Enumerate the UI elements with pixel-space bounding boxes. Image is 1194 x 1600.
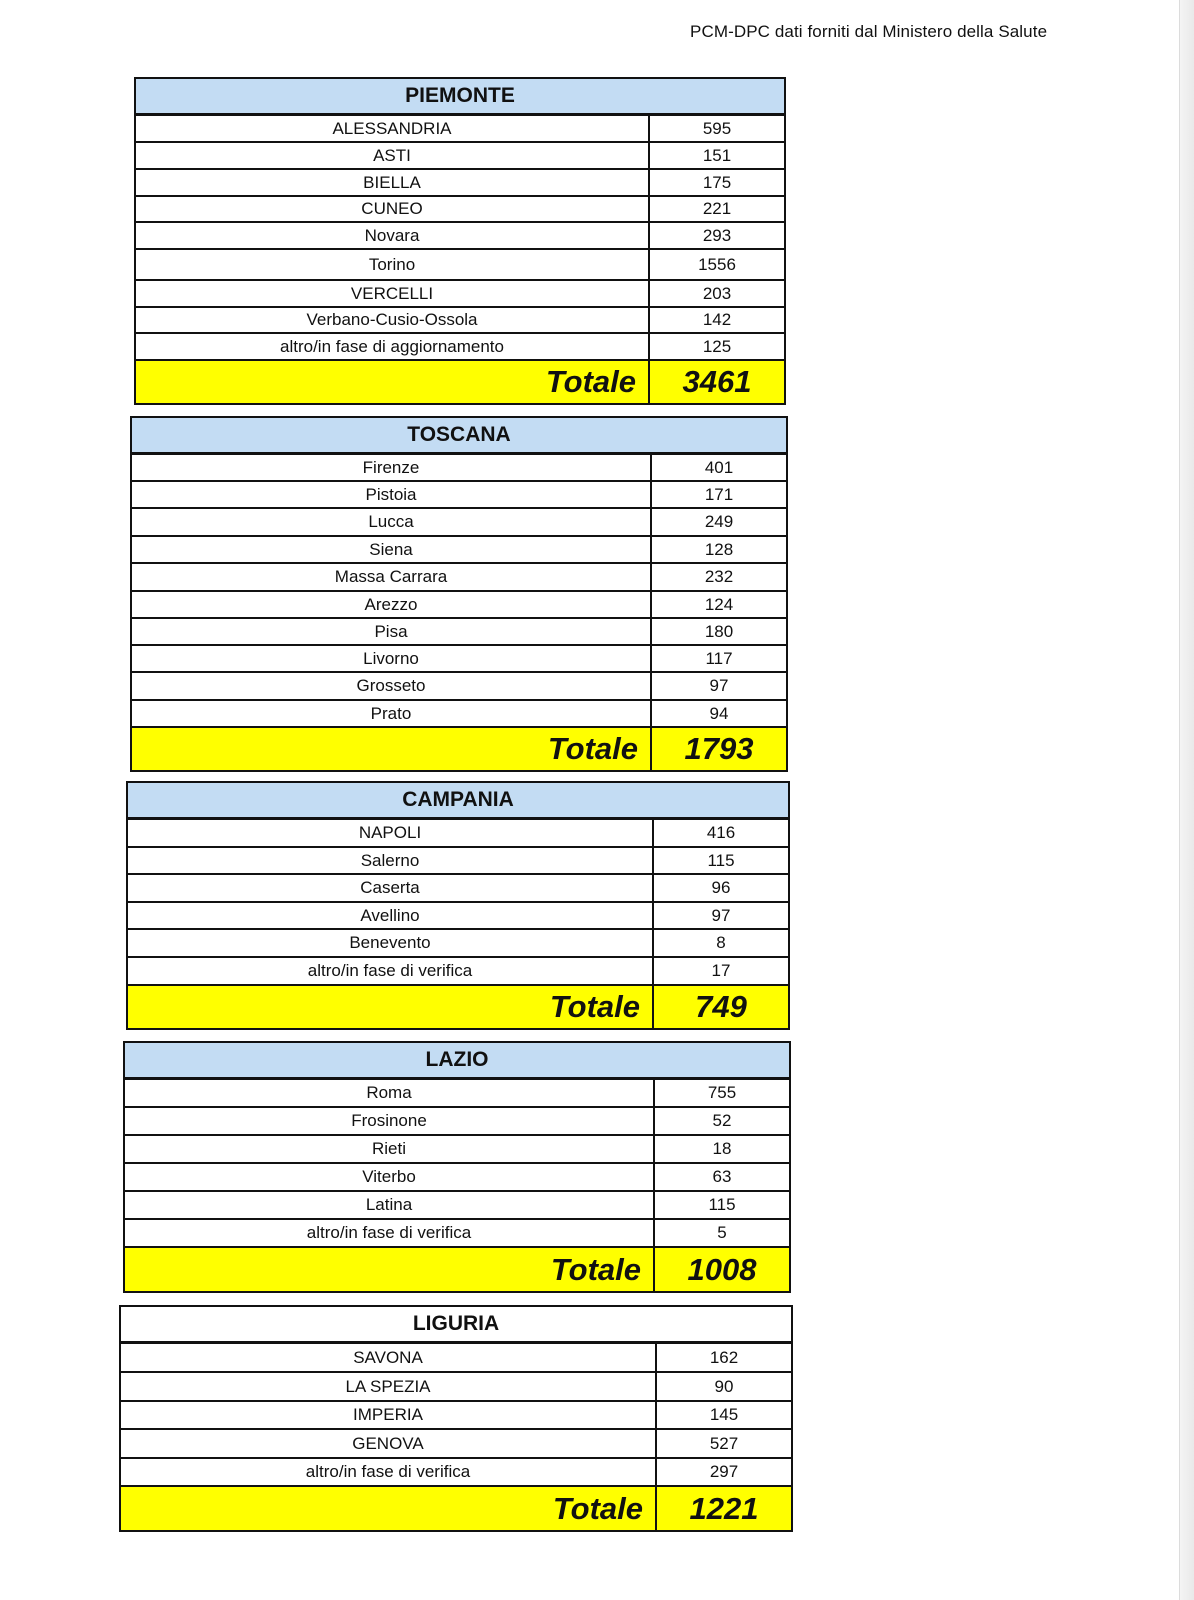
table-row bbox=[125, 1220, 789, 1248]
province-name: Pisa bbox=[374, 622, 408, 641]
total-row bbox=[136, 361, 784, 403]
province-name: altro/in fase di verifica bbox=[307, 961, 473, 980]
province-name: ALESSANDRIA bbox=[332, 119, 452, 138]
case-count: 249 bbox=[650, 509, 786, 535]
province-name: altro/in fase di verifica bbox=[306, 1223, 472, 1242]
province-name: Frosinone bbox=[351, 1111, 427, 1130]
table-row bbox=[128, 930, 788, 958]
case-count: 527 bbox=[655, 1430, 791, 1457]
province-name: Grosseto bbox=[356, 676, 426, 695]
province-name: BIELLA bbox=[363, 173, 421, 192]
province-name: Caserta bbox=[360, 878, 420, 897]
case-count: 142 bbox=[648, 308, 784, 332]
table-row bbox=[125, 1108, 789, 1136]
province-name: ASTI bbox=[373, 146, 411, 165]
table-row bbox=[132, 564, 786, 592]
total-row bbox=[128, 986, 788, 1028]
case-count: 416 bbox=[652, 820, 788, 846]
case-count: 115 bbox=[652, 848, 788, 873]
case-count: 595 bbox=[648, 116, 784, 141]
province-name: NAPOLI bbox=[358, 823, 422, 842]
total-label: Totale bbox=[552, 1491, 643, 1526]
total-label: Totale bbox=[545, 364, 636, 399]
case-count: 128 bbox=[650, 537, 786, 562]
case-count: 90 bbox=[655, 1373, 791, 1400]
table-row bbox=[128, 848, 788, 875]
region-title: CAMPANIA bbox=[128, 783, 788, 820]
table-row bbox=[128, 820, 788, 848]
table-row bbox=[136, 250, 784, 281]
total-label: Totale bbox=[547, 731, 638, 766]
table-row bbox=[132, 673, 786, 701]
province-name: Benevento bbox=[349, 933, 431, 952]
province-name: Latina bbox=[365, 1195, 413, 1214]
table-row bbox=[121, 1402, 791, 1430]
table-row bbox=[136, 170, 784, 197]
province-name: Firenze bbox=[362, 458, 420, 477]
region-table bbox=[126, 781, 790, 1030]
case-count: 232 bbox=[650, 564, 786, 590]
table-row bbox=[132, 509, 786, 537]
province-name: CUNEO bbox=[361, 199, 423, 218]
case-count: 117 bbox=[650, 646, 786, 671]
region-title: PIEMONTE bbox=[136, 79, 784, 116]
case-count: 97 bbox=[650, 673, 786, 699]
case-count: 5 bbox=[653, 1220, 789, 1246]
province-name: VERCELLI bbox=[350, 284, 434, 303]
table-row bbox=[136, 223, 784, 250]
case-count: 1556 bbox=[648, 250, 784, 279]
case-count: 17 bbox=[652, 958, 788, 984]
province-name: Lucca bbox=[368, 512, 414, 531]
case-count: 8 bbox=[652, 930, 788, 956]
total-label: Totale bbox=[550, 1252, 641, 1287]
table-row bbox=[125, 1192, 789, 1220]
table-row bbox=[121, 1373, 791, 1402]
case-count: 180 bbox=[650, 619, 786, 644]
province-name: Novara bbox=[364, 226, 420, 245]
total-value: 3461 bbox=[648, 361, 784, 403]
table-row bbox=[136, 334, 784, 361]
table-row bbox=[132, 701, 786, 728]
table-row bbox=[136, 143, 784, 170]
case-count: 145 bbox=[655, 1402, 791, 1428]
region-table bbox=[119, 1305, 793, 1532]
case-count: 151 bbox=[648, 143, 784, 168]
table-row bbox=[132, 646, 786, 673]
province-name: Avellino bbox=[360, 906, 420, 925]
region-title: LAZIO bbox=[125, 1043, 789, 1080]
case-count: 401 bbox=[650, 455, 786, 480]
region-table bbox=[130, 416, 788, 772]
table-row bbox=[132, 592, 786, 619]
table-row bbox=[125, 1136, 789, 1164]
case-count: 171 bbox=[650, 482, 786, 507]
province-name: altro/in fase di aggiornamento bbox=[280, 337, 504, 356]
table-row bbox=[132, 455, 786, 482]
total-row bbox=[121, 1487, 791, 1530]
table-row bbox=[136, 116, 784, 143]
case-count: 125 bbox=[648, 334, 784, 359]
region-table bbox=[134, 77, 786, 405]
page-edge-shadow bbox=[1179, 0, 1194, 1600]
total-value: 1008 bbox=[653, 1248, 789, 1291]
table-row bbox=[132, 619, 786, 646]
province-name: Prato bbox=[370, 704, 412, 723]
table-row bbox=[121, 1430, 791, 1459]
total-value: 749 bbox=[652, 986, 788, 1028]
case-count: 63 bbox=[653, 1164, 789, 1190]
case-count: 175 bbox=[648, 170, 784, 195]
table-row bbox=[132, 537, 786, 564]
region-title: TOSCANA bbox=[132, 418, 786, 455]
region-title: LIGURIA bbox=[121, 1307, 791, 1344]
source-note: PCM-DPC dati forniti dal Ministero della Salute bbox=[690, 22, 1048, 41]
table-row bbox=[125, 1164, 789, 1192]
province-name: GENOVA bbox=[352, 1434, 424, 1453]
case-count: 97 bbox=[652, 903, 788, 928]
total-label: Totale bbox=[549, 989, 640, 1024]
case-count: 18 bbox=[653, 1136, 789, 1162]
province-name: Arezzo bbox=[364, 595, 418, 614]
table-row bbox=[121, 1344, 791, 1373]
table-row bbox=[136, 308, 784, 334]
province-name: LA SPEZIA bbox=[345, 1377, 431, 1396]
case-count: 94 bbox=[650, 701, 786, 726]
province-name: Pistoia bbox=[365, 485, 417, 504]
total-row bbox=[132, 728, 786, 770]
case-count: 52 bbox=[653, 1108, 789, 1134]
province-name: altro/in fase di verifica bbox=[305, 1462, 471, 1481]
province-name: Viterbo bbox=[362, 1167, 416, 1186]
province-name: Livorno bbox=[363, 649, 419, 668]
case-count: 293 bbox=[648, 223, 784, 248]
province-name: IMPERIA bbox=[353, 1405, 423, 1424]
province-name: Rieti bbox=[371, 1139, 406, 1158]
province-name: Massa Carrara bbox=[334, 567, 448, 586]
case-count: 124 bbox=[650, 592, 786, 617]
table-row bbox=[128, 903, 788, 930]
province-name: Salerno bbox=[360, 851, 420, 870]
case-count: 203 bbox=[648, 281, 784, 306]
case-count: 96 bbox=[652, 875, 788, 901]
case-count: 755 bbox=[653, 1080, 789, 1106]
case-count: 162 bbox=[655, 1344, 791, 1371]
table-row bbox=[136, 197, 784, 223]
province-name: SAVONA bbox=[353, 1348, 423, 1367]
total-row bbox=[125, 1248, 789, 1291]
region-table bbox=[123, 1041, 791, 1293]
province-name: Siena bbox=[369, 540, 413, 559]
case-count: 297 bbox=[655, 1459, 791, 1485]
total-value: 1221 bbox=[655, 1487, 791, 1530]
table-row bbox=[136, 281, 784, 308]
table-row bbox=[128, 875, 788, 903]
province-name: Roma bbox=[366, 1083, 412, 1102]
case-count: 221 bbox=[648, 197, 784, 221]
province-name: Torino bbox=[368, 255, 416, 274]
total-value: 1793 bbox=[650, 728, 786, 770]
table-row bbox=[128, 958, 788, 986]
table-row bbox=[121, 1459, 791, 1487]
province-name: Verbano-Cusio-Ossola bbox=[306, 310, 478, 329]
table-row bbox=[125, 1080, 789, 1108]
table-row bbox=[132, 482, 786, 509]
case-count: 115 bbox=[653, 1192, 789, 1218]
